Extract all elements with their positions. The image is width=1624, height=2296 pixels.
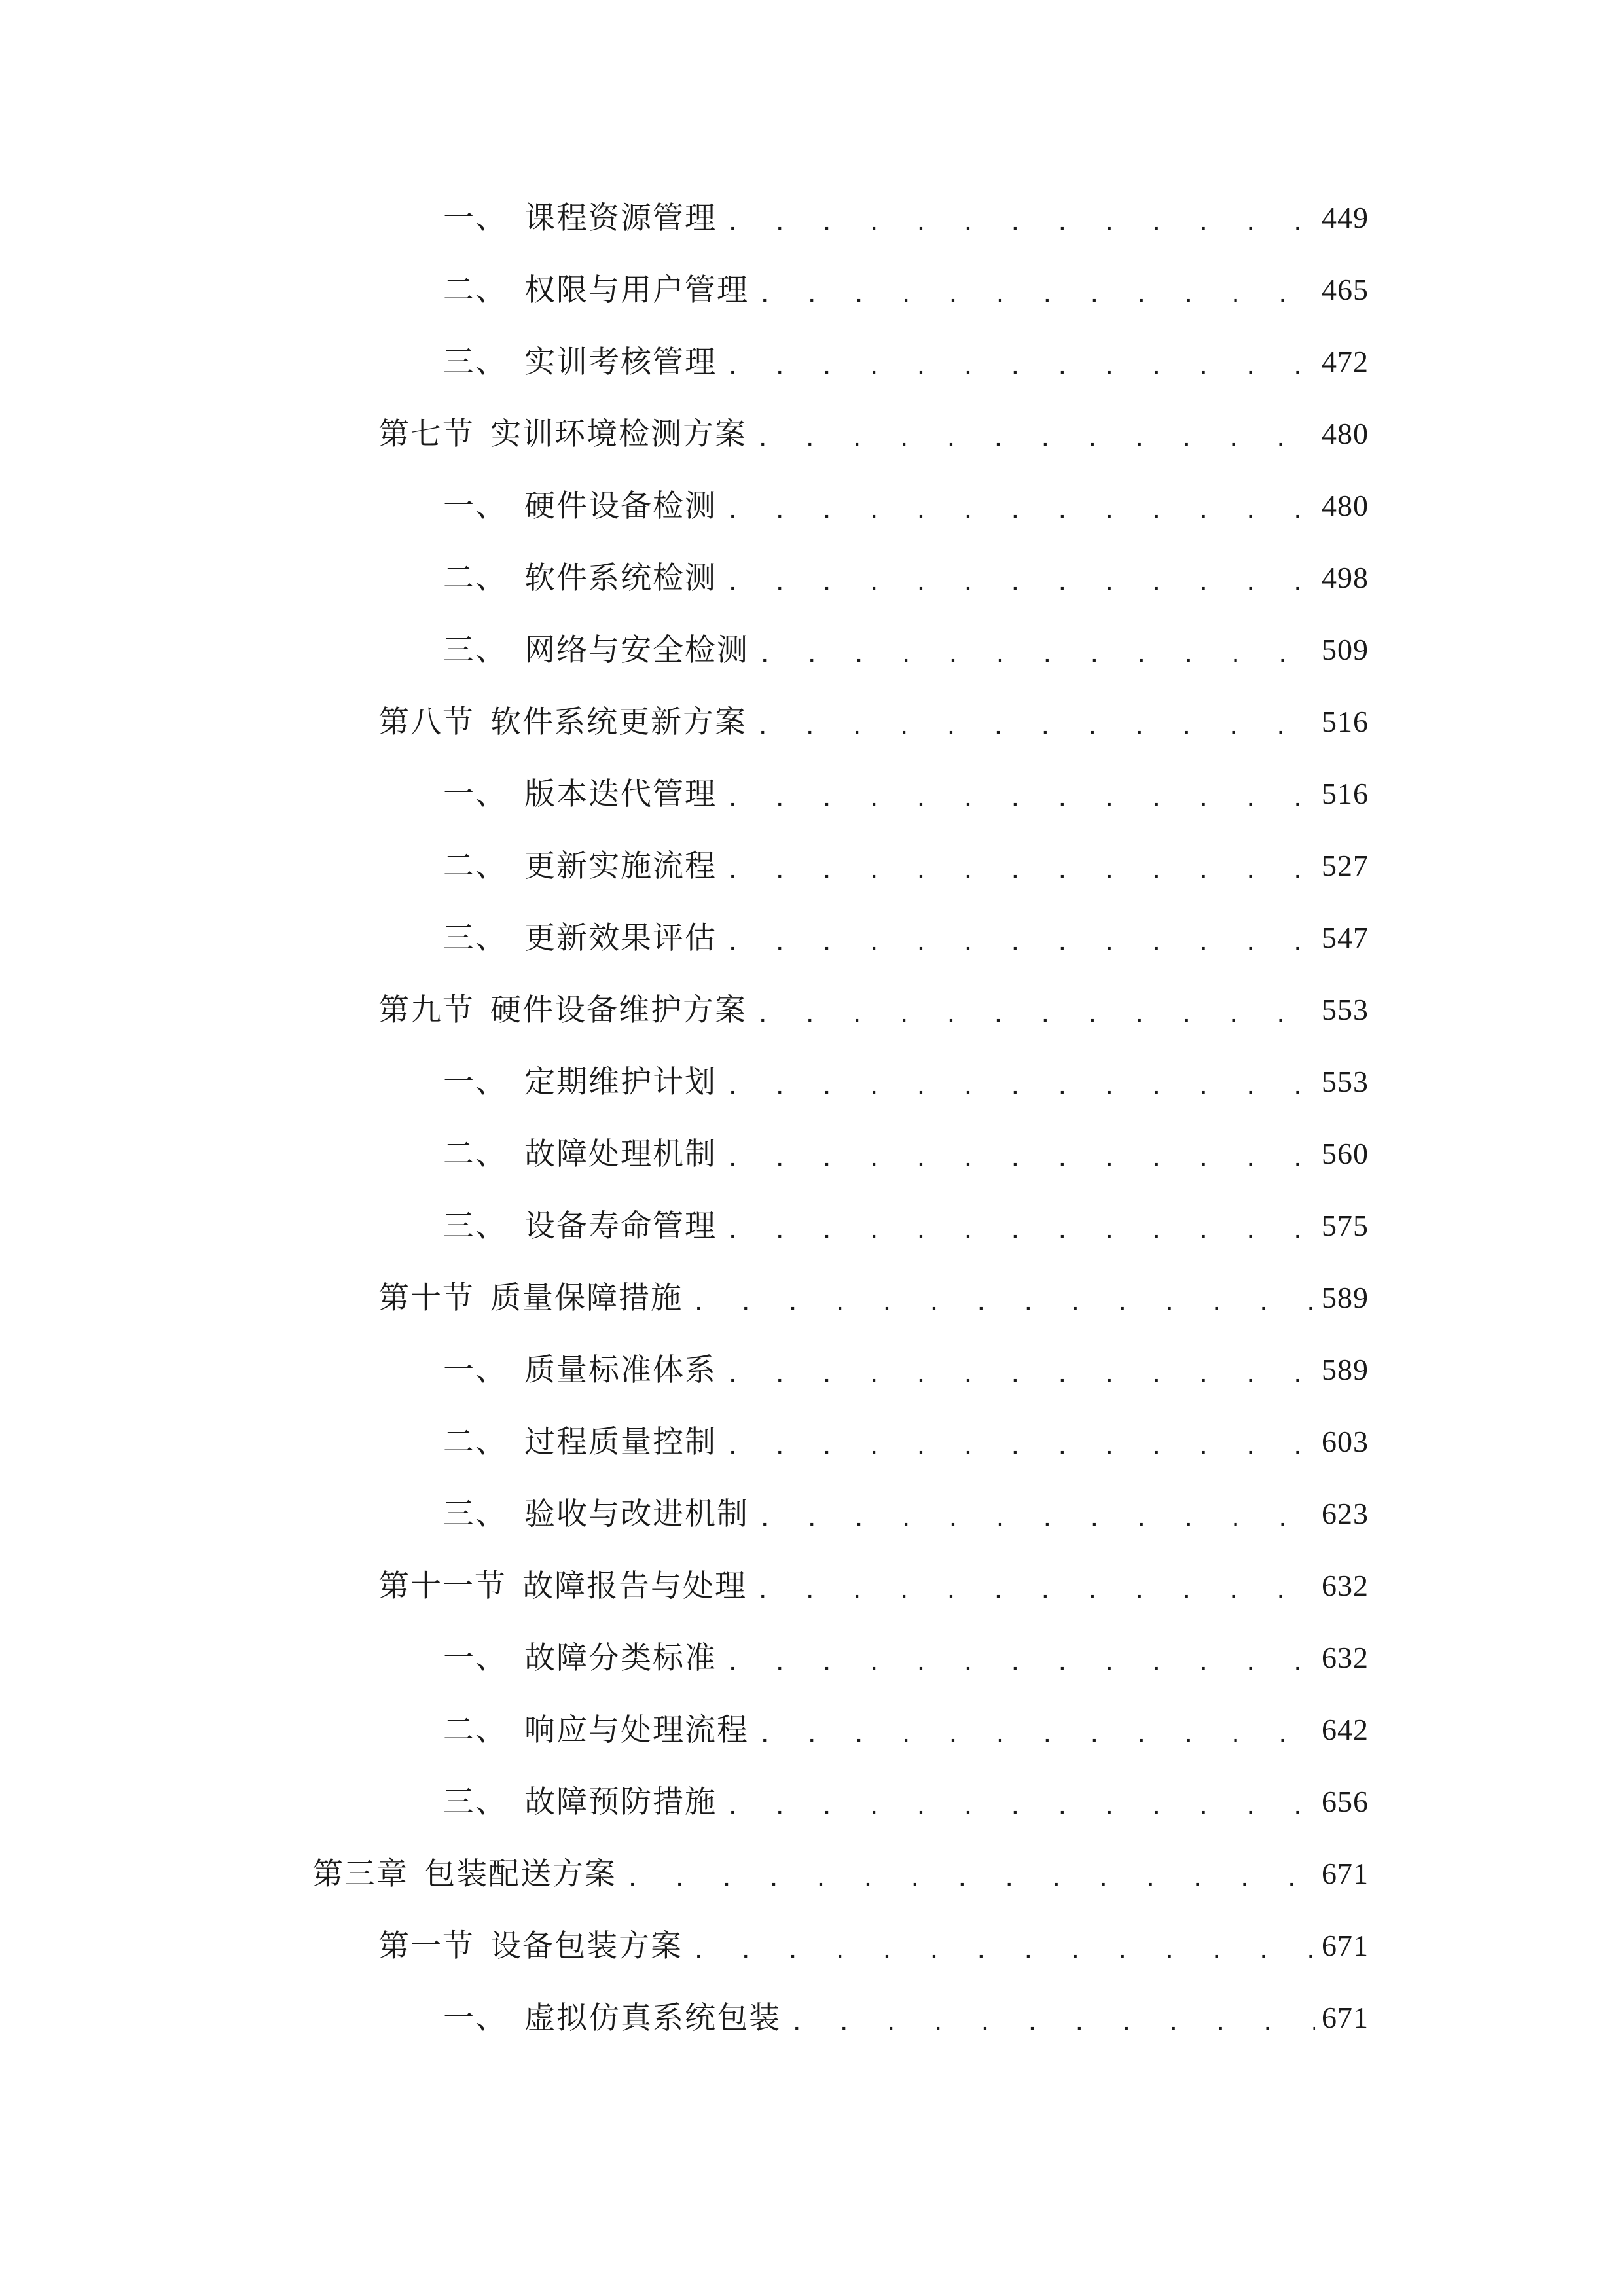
dot-leader [726, 932, 1315, 954]
dot-leader [756, 716, 1315, 738]
dot-leader [726, 1076, 1315, 1098]
entry-number: 第八节 [378, 704, 475, 740]
entry-title: 软件系统检测 [524, 560, 717, 596]
dot-leader [726, 788, 1315, 810]
toc-entry[interactable] [443, 1118, 1369, 1190]
dot-leader [726, 1796, 1315, 1818]
entry-page-number: 527 [1322, 849, 1369, 882]
entry-number: 第三章 [312, 1856, 408, 1892]
entry-page-number: 589 [1322, 1353, 1369, 1386]
entry-page-number: 516 [1322, 777, 1369, 810]
entry-number: 第七节 [378, 416, 475, 452]
toc-entry[interactable] [443, 254, 1369, 326]
entry-title: 版本迭代管理 [524, 776, 717, 812]
entry-number: 二、 [443, 1136, 507, 1172]
dot-leader [756, 1004, 1315, 1026]
entry-page-number: 603 [1322, 1425, 1369, 1458]
toc-entry[interactable] [378, 398, 1369, 470]
entry-title: 实训环境检测方案 [490, 416, 747, 452]
entry-page-number: 498 [1322, 561, 1369, 594]
entry-title: 硬件设备检测 [524, 488, 717, 524]
entry-title: 响应与处理流程 [524, 1712, 749, 1748]
toc-entry[interactable] [378, 1550, 1369, 1622]
toc-entry[interactable] [443, 542, 1369, 614]
toc-entry[interactable] [443, 758, 1369, 830]
entry-title: 实训考核管理 [524, 344, 717, 380]
toc-entry[interactable] [443, 902, 1369, 974]
entry-title: 质量标准体系 [524, 1352, 717, 1388]
entry-number: 一、 [443, 1640, 507, 1676]
toc-entry[interactable] [443, 1334, 1369, 1406]
dot-leader [726, 1220, 1315, 1242]
dot-leader [726, 1436, 1315, 1458]
toc-entry[interactable] [312, 1838, 1369, 1910]
toc-entry[interactable] [378, 974, 1369, 1046]
entry-title: 硬件设备维护方案 [490, 992, 747, 1028]
entry-page-number: 671 [1322, 1857, 1369, 1890]
dot-leader [726, 1652, 1315, 1674]
toc-entry[interactable] [443, 1766, 1369, 1838]
entry-page-number: 553 [1322, 993, 1369, 1026]
entry-page-number: 560 [1322, 1137, 1369, 1170]
entry-title: 设备包装方案 [490, 1928, 683, 1964]
entry-title: 网络与安全检测 [524, 632, 749, 668]
dot-leader [726, 1148, 1315, 1170]
entry-number: 一、 [443, 1064, 507, 1100]
entry-title: 更新效果评估 [524, 920, 717, 956]
toc-entry[interactable] [443, 1694, 1369, 1766]
entry-number: 第九节 [378, 992, 475, 1028]
toc-entry[interactable] [443, 1190, 1369, 1262]
entry-title: 更新实施流程 [524, 848, 717, 884]
toc-entry[interactable] [378, 1262, 1369, 1334]
entry-page-number: 449 [1322, 201, 1369, 234]
toc-entry[interactable] [378, 686, 1369, 758]
entry-number: 第十节 [378, 1280, 475, 1316]
dot-leader [726, 356, 1315, 378]
entry-page-number: 516 [1322, 705, 1369, 738]
entry-number: 一、 [443, 488, 507, 524]
entry-number: 三、 [443, 920, 507, 956]
toc-entry[interactable] [443, 1406, 1369, 1478]
entry-title: 故障预防措施 [524, 1784, 717, 1820]
dot-leader [626, 1868, 1315, 1890]
toc-entry[interactable] [443, 1982, 1369, 2054]
entry-page-number: 671 [1322, 1929, 1369, 1962]
dot-leader [756, 1580, 1315, 1602]
entry-title: 过程质量控制 [524, 1424, 717, 1460]
entry-title: 故障报告与处理 [522, 1568, 747, 1604]
entry-page-number: 480 [1322, 417, 1369, 450]
dot-leader [692, 1292, 1315, 1314]
entry-page-number: 632 [1322, 1641, 1369, 1674]
entry-page-number: 509 [1322, 633, 1369, 666]
entry-number: 二、 [443, 272, 507, 308]
entry-page-number: 575 [1322, 1209, 1369, 1242]
entry-number: 二、 [443, 848, 507, 884]
dot-leader [726, 860, 1315, 882]
entry-number: 二、 [443, 1712, 507, 1748]
dot-leader [726, 572, 1315, 594]
dot-leader [758, 1724, 1315, 1746]
entry-number: 一、 [443, 200, 507, 236]
toc-entry[interactable] [443, 614, 1369, 686]
toc-entry[interactable] [443, 1046, 1369, 1118]
entry-number: 一、 [443, 776, 507, 812]
entry-title: 包装配送方案 [424, 1856, 617, 1892]
entry-title: 故障处理机制 [524, 1136, 717, 1172]
entry-number: 一、 [443, 2000, 507, 2036]
entry-page-number: 656 [1322, 1785, 1369, 1818]
entry-title: 定期维护计划 [524, 1064, 717, 1100]
dot-leader [758, 1508, 1315, 1530]
entry-number: 三、 [443, 1784, 507, 1820]
toc-entry[interactable] [443, 1622, 1369, 1694]
entry-page-number: 589 [1322, 1281, 1369, 1314]
entry-page-number: 465 [1322, 273, 1369, 306]
entry-page-number: 632 [1322, 1569, 1369, 1602]
entry-title: 权限与用户管理 [524, 272, 749, 308]
dot-leader [790, 2012, 1315, 2034]
toc-entry[interactable] [443, 830, 1369, 902]
dot-leader [726, 500, 1315, 522]
entry-page-number: 480 [1322, 489, 1369, 522]
toc-entry[interactable] [443, 1478, 1369, 1550]
entry-title: 虚拟仿真系统包装 [524, 2000, 781, 2036]
entry-title: 软件系统更新方案 [490, 704, 747, 740]
entry-page-number: 547 [1322, 921, 1369, 954]
entry-title: 课程资源管理 [524, 200, 717, 236]
entry-page-number: 671 [1322, 2001, 1369, 2034]
dot-leader [726, 1364, 1315, 1386]
toc-entry[interactable] [378, 1910, 1369, 1982]
entry-page-number: 553 [1322, 1065, 1369, 1098]
entry-number: 三、 [443, 1208, 507, 1244]
dot-leader [726, 212, 1315, 234]
dot-leader [756, 428, 1315, 450]
entry-title: 设备寿命管理 [524, 1208, 717, 1244]
entry-title: 质量保障措施 [490, 1280, 683, 1316]
entry-number: 三、 [443, 344, 507, 380]
entry-number: 三、 [443, 1496, 507, 1532]
entry-number: 二、 [443, 560, 507, 596]
entry-number: 一、 [443, 1352, 507, 1388]
dot-leader [758, 644, 1315, 666]
entry-page-number: 623 [1322, 1497, 1369, 1530]
entry-title: 验收与改进机制 [524, 1496, 749, 1532]
toc-entry[interactable] [443, 326, 1369, 398]
entry-number: 第十一节 [378, 1568, 507, 1604]
dot-leader [758, 284, 1315, 306]
entry-page-number: 642 [1322, 1713, 1369, 1746]
entry-number: 三、 [443, 632, 507, 668]
dot-leader [692, 1940, 1315, 1962]
toc-entry[interactable] [443, 470, 1369, 542]
toc-entry[interactable] [443, 182, 1369, 254]
entry-number: 第一节 [378, 1928, 475, 1964]
entry-title: 故障分类标准 [524, 1640, 717, 1676]
entry-number: 二、 [443, 1424, 507, 1460]
entry-page-number: 472 [1322, 345, 1369, 378]
